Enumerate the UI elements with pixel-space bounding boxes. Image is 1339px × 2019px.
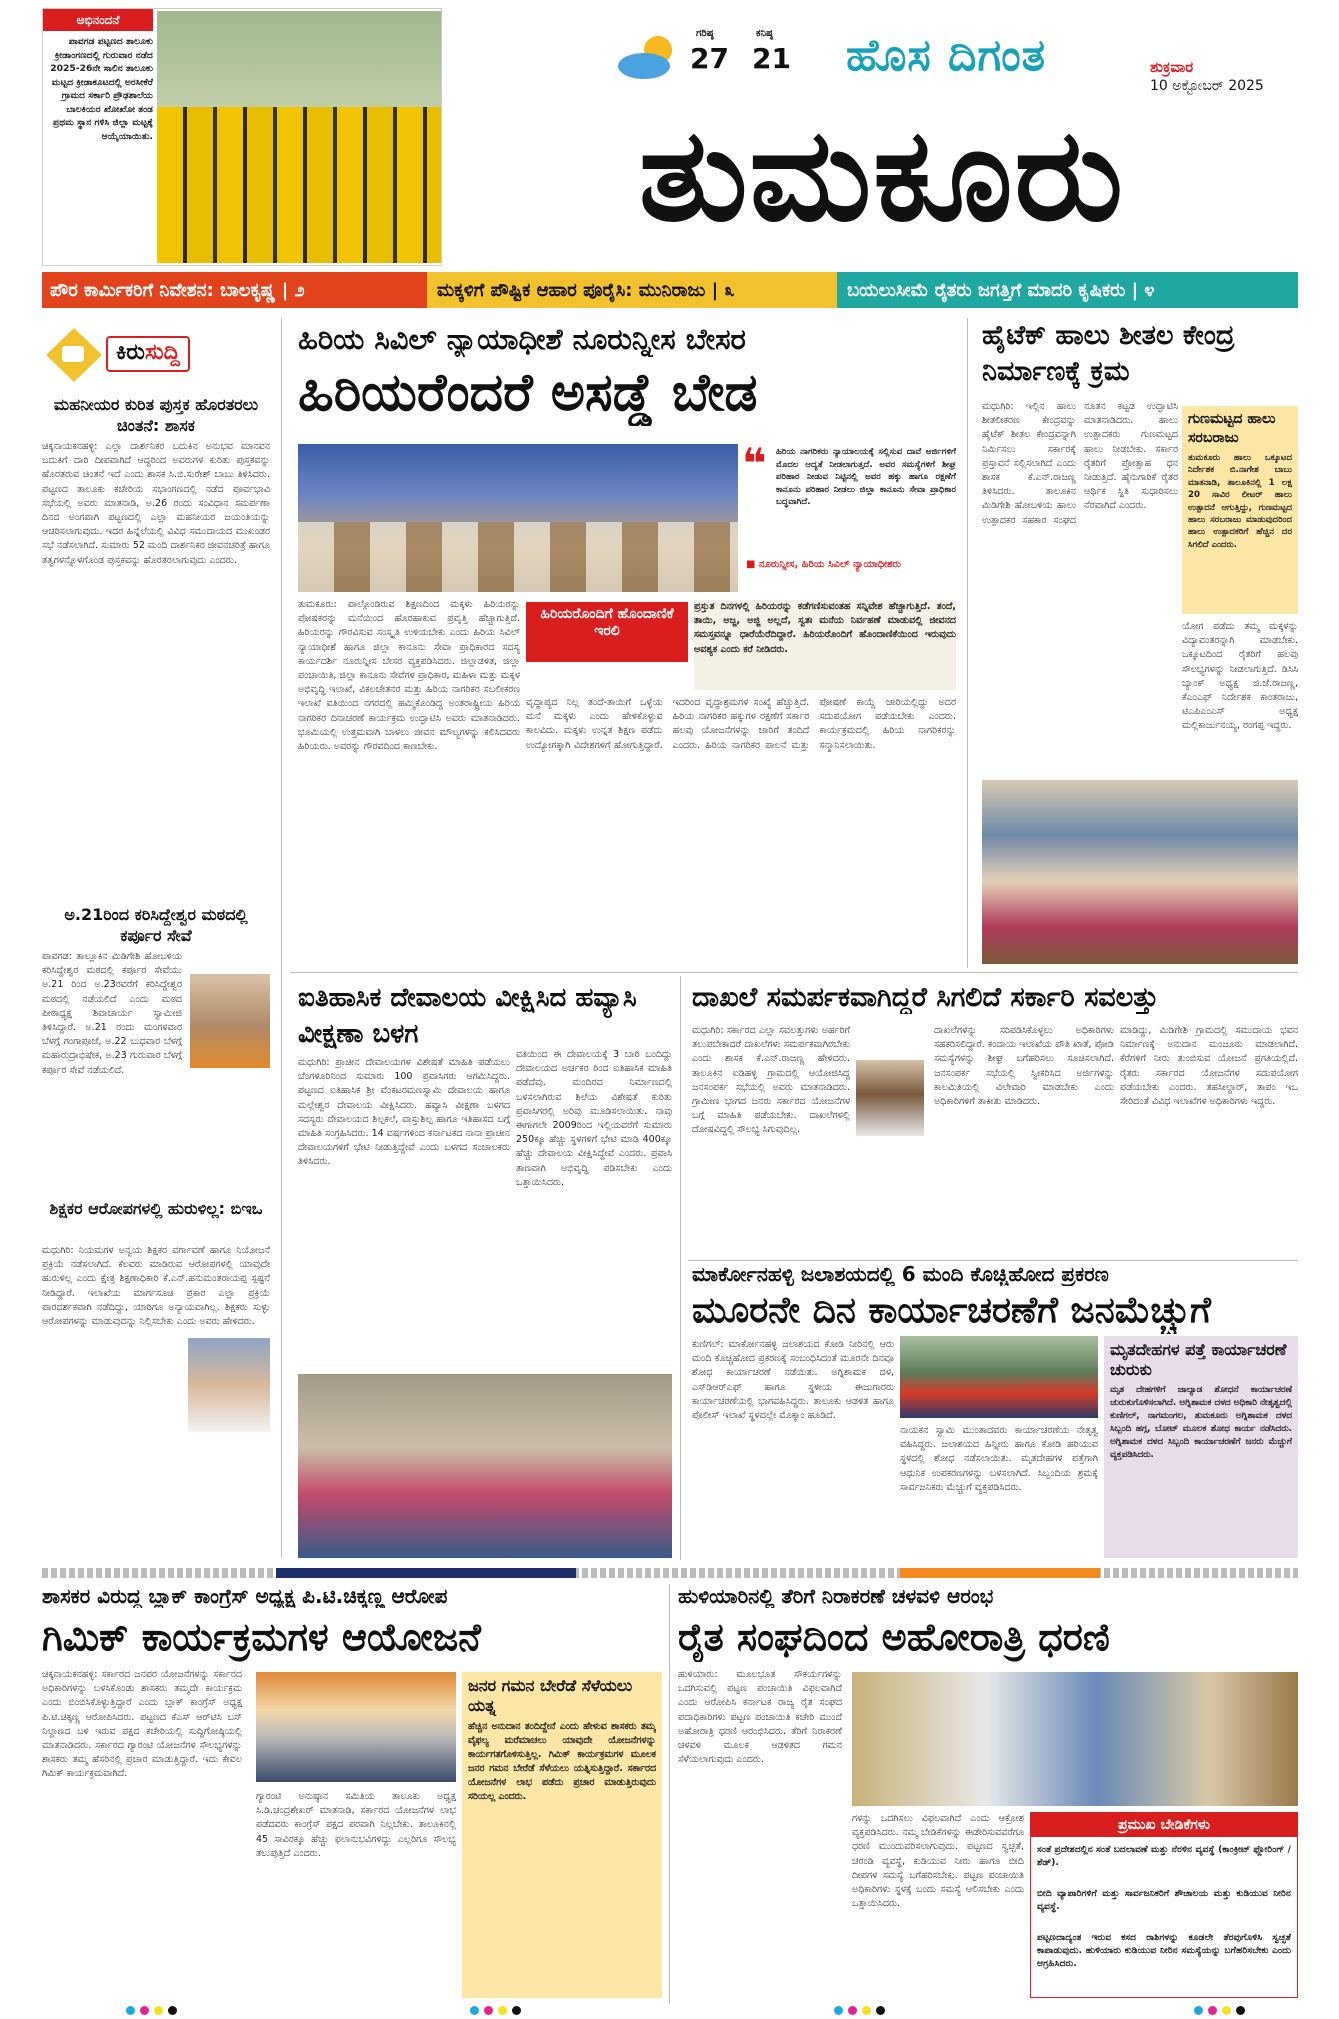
teaser-1[interactable] <box>42 272 427 308</box>
kiru-story-3-cont <box>42 1336 182 1556</box>
mla-photo <box>856 1060 924 1136</box>
farmers-headline: ರೈತ ಸಂಘದಿಂದ ಅಹೋರಾತ್ರಿ ಧರಣಿ <box>678 1615 1110 1659</box>
issue-date: 10 ಅಕ್ಟೋಬರ್ 2025 <box>1150 78 1264 94</box>
bottom-divider <box>669 1584 670 2004</box>
kiru-story-2: ಪಾವಗಡ: ತಾಲ್ಲೂಕಿನ ಮಿಡಿಗೇಶಿ ಹೋಬಳಿಯ ಕರಿಸಿದ್ದೇಶ್ವರ ಮಠದಲ್ಲಿ ಕರ್ಪೂರ ಸೇವೆಯು ಅ.21 ರಿಂದ ಅ.23ರವರೆಗೆ ಕರಿಸಿದ್ದೇಶ್ವರ ಮಠದಲ್ಲಿ ನಡೆಯಲಿದೆ ಎಂದು ಮಠದ ಪೀಠಾಧ್ಯಕ್ಷ ಶಿವಾಚಾರ್ಯ ಸ್ವಾಮೀಜಿ ತಿಳಿಸಿದ್ದಾರೆ. ಅ.21 ರಂದು ಮಂಗಳವಾರ ಬೆಳಗ್ಗೆ ಗಂಗಾಪೂಜೆ, ಅ.22 ಬುಧವಾರ ಬೆಳಗ್ಗೆ ಮಹಾರುದ್ರಾಭಿಷೇಕ, ಅ.23 ಗುರುವಾರ ಬೆಳಗ್ಗೆ ಕರ್ಪೂರ ಸೇವೆ ನಡೆಯಲಿದೆ. <box>42 951 182 1076</box>
congrats-text: ಪಾವಗಡ ಪಟ್ಟಣದ ತಾಲೂಕು ಕ್ರೀಡಾಂಗಣದಲ್ಲಿ ಗುರುವಾರ ನಡೆದ 2025-26ನೇ ಸಾಲಿನ ತಾಲೂಕು ಮಟ್ಟದ ಕ್ರೀಡಾಕೂಟದಲ್ಲಿ ಅರಸೀಕೆರೆ ಗ್ರಾಮದ ಸರ್ಕಾರಿ ಪ್ರೌಢಶಾಲೆಯ ಬಾಲಕಿಯರ ಖೋಖೋ ತಂಡ ಪ್ರಥಮ ಸ್ಥಾನ ಗಳಿಸಿ ಜಿಲ್ಲಾ ಮಟ್ಟಕ್ಕೆ ಆಯ್ಕೆಯಾಯಿತು. <box>50 36 153 142</box>
milk-body-1: ಮಧುಗಿರಿ: ಇಲ್ಲಿನ ಹಾಲು ಶೀತಲೀಕರಣ ಕೇಂದ್ರವನ್ನು ಹೈಟೆಕ್ ಶೀತಲ ಕೇಂದ್ರವನ್ನಾಗಿ ನಿರ್ಮಿಸಲು ಸರ್ಕಾರಕ್ಕೆ ಪ್ರಸ್ತಾವನೆ ಸಲ್ಲಿಸಲಾಗಿದೆ ಎಂದು ಶಾಸಕ ಕೆ.ಎನ್.ರಾಜಣ್ಣ ತಿಳಿಸಿದರು. ತಾಲೂಕಿನ ಮಿಡಿಗೇಶಿ ಹೋಬಳಿಯ ಹಾಲು ಉತ್ಪಾದಕರ ಸಹಕಾರ ಸಂಘದ ನೂತನ ಕಟ್ಟಡ ಉದ್ಘಾಟಿಸಿ ಮಾತನಾಡಿದರು. ಹಾಲು ಉತ್ಪಾದಕರು ಗುಣಮಟ್ಟದ ಹಾಲು ನೀಡಬೇಕು. ಸರ್ಕಾರ ರೈತರಿಗೆ ಪ್ರೋತ್ಸಾಹ ಧನ ನೀಡುತ್ತಿದೆ. ಹೈನುಗಾರಿಕೆ ರೈತರ ಆರ್ಥಿಕ ಸ್ಥಿತಿ ಸುಧಾರಿಸಲು ನೆರವಾಗಿದೆ ಎಂದರು. <box>982 401 1178 526</box>
lead-quote-by: ■ ನೂರುನ್ನೀಸ, ಹಿರಿಯ ಸಿವಿಲ್ ನ್ಯಾಯಾಧೀಶರು <box>746 559 902 570</box>
farmers-photo <box>852 1672 1298 1806</box>
teaser-bar <box>42 272 1298 308</box>
separator-bar <box>42 1568 1298 1578</box>
lead-quote: ಹಿರಿಯ ನಾಗರಿಕರು ನ್ಯಾಯಾಲಯಕ್ಕೆ ಸಲ್ಲಿಸುವ ದಾವೆ ಅರ್ಜಿಗಳಿಗೆ ಮೊದಲ ಆದ್ಯತೆ ನೀಡಲಾಗುತ್ತದೆ. ಅವರ ಸಮಸ್ಯೆಗಳಿಗೆ ಶೀಘ್ರ ಪರಿಹಾರ ನೀಡುವ ನಿಟ್ಟಿನಲ್ಲಿ ಅವರ ಹಕ್ಕು ಹಾಗೂ ರಕ್ಷಣೆಗೆ ಕಾನೂನು ಪರಿಹಾರ ನೀಡಲು ಜಿಲ್ಲಾ ಕಾನೂನು ಸೇವಾ ಪ್ರಾಧಿಕಾರ ಬದ್ಧವಾಗಿದೆ. <box>776 447 956 508</box>
section-rule-2 <box>688 1260 1298 1261</box>
beo-photo <box>188 1338 270 1432</box>
gimmick-sidebox <box>462 1672 662 1998</box>
demand-1: ಸಂತೆ ಪ್ರದೇಶದಲ್ಲಿನ ಸಂತೆ ಬದಲಾವಣೆ ಮತ್ತು ನೆರಳಿನ ವ್ಯವಸ್ಥೆ (ಕಾಂಕ್ರೀಟ್ ಫ್ಲೋರಿಂಗ್ /ಶೆಡ್). <box>1037 1844 1291 1868</box>
congrats-photo <box>157 11 441 263</box>
registration-dots-4 <box>1194 2006 1245 2015</box>
lead-kicker: ಹಿರಿಯ ಸಿವಿಲ್ ನ್ಯಾಯಾಧೀಶೆ ನೂರುನ್ನೀಸ ಬೇಸರ <box>298 322 746 356</box>
kiru-story-3: ಮಧುಗಿರಿ: ನಿಯಮಗಳ ಅನ್ವಯ ಶಿಕ್ಷಕರ ವರ್ಗಾವಣೆ ಹಾಗೂ ನಿಯೋಜನೆ ಪ್ರಕ್ರಿಯೆ ನಡೆಸಲಾಗಿದೆ. ಕೆಲವರು ಮಾಡಿರುವ ಆರೋಪಗಳಲ್ಲಿ ಯಾವುದೇ ಹುರುಳಿಲ್ಲ ಎಂದು ಕ್ಷೇತ್ರ ಶಿಕ್ಷಣಾಧಿಕಾರಿ ಕೆ.ಎನ್.ಹನುಮಂತರಾಯಪ್ಪ ಸ್ಪಷ್ಟನೆ ನೀಡಿದ್ದಾರೆ. ಇಲಾಖೆಯ ಮಾರ್ಗಸೂಚಿ ಪ್ರಕಾರ ಎಲ್ಲಾ ಪ್ರಕ್ರಿಯೆ ಪಾರದರ್ಶಕವಾಗಿ ನಡೆದಿದ್ದು, ಯಾರಿಗೂ ಅನ್ಯಾಯವಾಗಿಲ್ಲ. ಶಿಕ್ಷಕರು ಸುಳ್ಳು ಆರೋಪಗಳನ್ನು ಮಾಡುವುದನ್ನು ನಿಲ್ಲಿಸಬೇಕು ಎಂದು ಅವರು ಹೇಳಿದರು. <box>42 1245 270 1328</box>
weather-max: 27 <box>690 42 729 75</box>
milk-sidebox <box>1182 406 1298 614</box>
kiru-suddi-column <box>42 318 274 1558</box>
paper-logo: ಹೊಸ ದಿಗಂತ <box>846 30 1047 81</box>
demand-2: ಬೀದಿ ವ್ಯಾಪಾರಿಗಳಿಗೆ ಮತ್ತು ಸಾರ್ವಜನಿಕರಿಗೆ ಶೌಚಾಲಯ ಮತ್ತು ಕುಡಿಯುವ ನೀರಿನ ವ್ಯವಸ್ಥೆ. <box>1037 1888 1291 1912</box>
kiru-badge-label <box>106 336 190 372</box>
lake-body-1: ಕುಣಿಗಲ್: ಮಾರ್ಕೋನಹಳ್ಳಿ ಜಲಾಶಯದ ಕೋಡಿ ನೀರಿನಲ್ಲಿ ಆರು ಮಂದಿ ಕೊಚ್ಚಿಹೋದ ಪ್ರಕರಣಕ್ಕೆ ಸಂಬಂಧಿಸಿದಂತೆ ಮೂರನೇ ದಿನವೂ ಶೋಧ ಕಾರ್ಯಾಚರಣೆ ನಡೆಯಿತು. ಅಗ್ನಿಶಾಮಕ ದಳ, ಎಸ್‌ಡಿಆರ್‌ಎಫ್ ಹಾಗೂ ಸ್ಥಳೀಯ ಈಜುಗಾರರು ಕಾರ್ಯಾಚರಣೆಯಲ್ಲಿ ಭಾಗವಹಿಸಿದ್ದರು. ತಾಲೂಕು ಆಡಳಿತ ಹಾಗೂ ಪೊಲೀಸ್ ಇಲಾಖೆ ಸ್ಥಳದಲ್ಲೇ ಮೊಕ್ಕಾಂ ಹೂಡಿದೆ. <box>692 1339 894 1422</box>
registration-dots-1 <box>126 2006 177 2015</box>
temple-headline: ಐತಿಹಾಸಿಕ ದೇವಾಲಯ ವೀಕ್ಷಿಸಿದ ಹವ್ಯಾಸಿ ವೀಕ್ಷಣಾ ಬಳಗ <box>298 983 637 1049</box>
gimmick-photo <box>256 1672 456 1782</box>
lead-quote-box <box>742 439 956 592</box>
lake-kicker: ಮಾರ್ಕೋನಹಳ್ಳಿ ಜಲಾಶಯದಲ್ಲಿ 6 ಮಂದಿ ಕೊಚ್ಚಿಹೋದ ಪ್ರಕರಣ <box>692 1262 1109 1286</box>
govt-body-1: ಮಧುಗಿರಿ: ಸರ್ಕಾರದ ಎಲ್ಲಾ ಸವಲತ್ತುಗಳು ಅರ್ಹರಿಗೆ ತಲುಪಬೇಕಾದರೆ ದಾಖಲೆಗಳು ಸಮರ್ಪಕವಾಗಿರಬೇಕು ಎಂದು ಶಾಸಕ ಕೆ.ಎನ್.ರಾಜಣ್ಣ ಹೇಳಿದರು. ತಾಲೂಕಿನ ಐಡಿಹಳ್ಳಿ ಗ್ರಾಮದಲ್ಲಿ ಆಯೋಜಿಸಿದ್ದ ಜನಸಂಪರ್ಕ ಸಭೆಯಲ್ಲಿ ಅವರು ಮಾತನಾಡಿದರು. ಗ್ರಾಮೀಣ ಭಾಗದ ಜನರು ಸರ್ಕಾರದ ಯೋಜನೆಗಳ ಬಗ್ಗೆ ಮಾಹಿತಿ ಪಡೆಯಬೇಕು. ದಾಖಲೆಗಳಲ್ಲಿ ದೋಷವಿದ್ದಲ್ಲಿ ಸೌಲಭ್ಯ ಸಿಗುವುದಿಲ್ಲ. <box>692 1025 850 1136</box>
demands-title: ಪ್ರಮುಖ ಬೇಡಿಕೆಗಳು <box>1031 1813 1297 1837</box>
lead-photo <box>298 444 738 592</box>
separator-accent-navy <box>276 1568 576 1578</box>
lead-sidebox <box>526 602 688 662</box>
temple-body-2: ವತಿಯಿಂದ ಈ ದೇವಾಲಯಕ್ಕೆ 3 ಬಾರಿ ಬಂದಿದ್ದು ದೇವಾಲಯದ ಅರ್ಚಕರ ರಿಂದ ಐತಿಹಾಸಿಕ ಮಾಹಿತಿ ಪಡೆದೆವು. ಮಂದಿರದ ನಿರ್ಮಾಣದಲ್ಲಿ ಬಳಸಲಾಗಿರುವ ಶಿಲೆಯ ವಿಶೇಷತೆ ಕುರಿತು ಪ್ರವಾಸಿಗರಲ್ಲಿ ಅರಿವು ಮೂಡಿಸಲಾಯಿತು. ನಾವು ಈಗಾಗಲೇ 2009ರಿಂದ ಇಲ್ಲಿಯವರೆಗೆ ಸುಮಾರು 250ಕ್ಕೂ ಹೆಚ್ಚು ಸ್ಥಳಗಳಿಗೆ ಭೇಟಿ ಮಾಡಿ 400ಕ್ಕೂ ಹೆಚ್ಚು ದೇವಾಲಯ ವೀಕ್ಷಿಸಿದ್ದೇವೆ ಎಂದರು. ಪ್ರವಾಸಿ ತಾಣವಾಗಿ ಅಭಿವೃದ್ಧಿ ಪಡಿಸಬೇಕು ಎಂದು ಒತ್ತಾಯಿಸಿದರು. <box>516 1049 672 1188</box>
govt-body-2: ದಾಖಲೆಗಳನ್ನು ಸರಿಪಡಿಸಿಕೊಳ್ಳಲು ಅಧಿಕಾರಿಗಳು ಸಹಕರಿಸಲಿದ್ದಾರೆ. ಕಂದಾಯ ಇಲಾಖೆಯ ಪೌತಿ ಖಾತೆ, ಪೋಡಿ ಸಮಸ್ಯೆಗಳನ್ನು ಶೀಘ್ರ ಬಗೆಹರಿಸಲು ಸೂಚಿಸಲಾಗಿದೆ. ಜನಸಂಪರ್ಕ ಸಭೆಯಲ್ಲಿ ಸ್ವೀಕರಿಸಿದ ಅರ್ಜಿಗಳನ್ನು ಕಾಲಮಿತಿಯಲ್ಲಿ ವಿಲೇವಾರಿ ಮಾಡಬೇಕು ಎಂದು ಅಧಿಕಾರಿಗಳಿಗೆ ತಾಕೀತು ಮಾಡಿದರು. <box>934 1025 1114 1108</box>
teaser-1-page: | ೨ <box>281 279 305 301</box>
lead-body-1: ತುಮಕೂರು: ಪಾಲ್ಗೊಂಡಿರುವ ಶಿಕ್ಷಣದಿಂದ ಮಕ್ಕಳು ಹಿರಿಯರನ್ನು ಪೋಷಕರನ್ನು ಮನೆಯಿಂದ ಹೊರಹಾಕುವ ಪ್ರವೃತ್ತಿ ಹೆಚ್ಚಾಗುತ್ತಿದೆ. ಹಿರಿಯರನ್ನು ಗೌರವಿಸುವ ಸಂಸ್ಕೃತಿ ಉಳಿಯಬೇಕು ಎಂದು ಹಿರಿಯ ಸಿವಿಲ್ ನ್ಯಾಯಾಧೀಶೆ ಹಾಗೂ ಜಿಲ್ಲಾ ಕಾನೂನು ಸೇವಾ ಪ್ರಾಧಿಕಾರದ ಸದಸ್ಯ ಕಾರ್ಯದರ್ಶಿ ನೂರುನ್ನೀಸ ಬೇಸರ ವ್ಯಕ್ತಪಡಿಸಿದರು. ಜಿಲ್ಲಾಡಳಿತ, ಜಿಲ್ಲಾ ಪಂಚಾಯಿತಿ, ಜಿಲ್ಲಾ ಕಾನೂನು ಸೇವೆಗಳ ಪ್ರಾಧಿಕಾರ, ಮಹಿಳಾ ಮತ್ತು ಮಕ್ಕಳ ಅಭಿವೃದ್ಧಿ ಇಲಾಖೆ, ವಿಕಲಚೇತನರ ಮತ್ತು ಹಿರಿಯ ನಾಗರಿಕರ ಸಬಲೀಕರಣ ಇಲಾಖೆ ವತಿಯಿಂದ ನಗರದಲ್ಲಿ ಹಮ್ಮಿಕೊಂಡಿದ್ದ ಅಂತರಾಷ್ಟ್ರೀಯ ಹಿರಿಯ ನಾಗರಿಕರ ದಿನಾಚರಣೆ ಕಾರ್ಯಕ್ರಮ ಉದ್ಘಾಟಿಸಿ ಅವರು ಮಾತನಾಡಿದರು. ಭೂಮಿಯಲ್ಲಿ ಉತ್ತಮವಾಗಿ ಬಾಳಲು ಜೀವನ ಮೌಲ್ಯಗಳನ್ನು ಕಲಿಸಿದವರು ಹಿರಿಯರು. ಅವರನ್ನು ಗೌರವದಿಂದ ಕಾಣಬೇಕು. <box>298 599 520 753</box>
section-rule-1 <box>290 972 1298 973</box>
congrats-tag: ಅಭಿನಂದನೆ <box>43 9 153 31</box>
kiru-headline-2: ಅ.21ರಿಂದ ಕರಿಸಿದ್ದೇಶ್ವರ ಮಠದಲ್ಲಿ ಕರ್ಪೂರ ಸೇವೆ <box>64 905 248 945</box>
gimmick-kicker: ಶಾಸಕರ ವಿರುದ್ಧ ಬ್ಲಾಕ್ ಕಾಂಗ್ರೆಸ್ ಅಧ್ಯಕ್ಷ ಪಿ.ಟಿ.ಚಿಕ್ಕಣ್ಣ ಆರೋಪ <box>42 1584 448 1608</box>
milk-body-2: ಯೋಗ ಪಡೆದು ತಮ್ಮ ಮಕ್ಕಳನ್ನು ವಿದ್ಯಾವಂತರನ್ನಾಗಿ ಮಾಡಬೇಕು. ಒಕ್ಕೂಟದಿಂದ ರೈತರಿಗೆ ಹಲವು ಸೌಲಭ್ಯಗಳನ್ನು ನೀಡಲಾಗುತ್ತಿದೆ. ಡಿಸಿಸಿ ಬ್ಯಾಂಕ್ ಅಧ್ಯಕ್ಷ ಜಿ.ಜೆ.ರಾಜಣ್ಣ, ಕೆಎಂಎಫ್ ನಿರ್ದೇಶಕ ಕಾಂತರಾಜು, ಟಿಎಪಿಎಂಎಸ್ ಅಧ್ಯಕ್ಷ ಮಲ್ಲಿಕಾರ್ಜುನಯ್ಯ, ರಂಗಪ್ಪ ಇದ್ದರು. <box>1182 621 1298 732</box>
registration-dots-2 <box>470 2006 521 2015</box>
lead-divider <box>967 318 968 968</box>
lead-sidebox-title: ಹಿರಿಯರೊಂದಿಗೆ ಹೊಂದಾಣಿಕೆ ಇರಲಿ <box>540 606 674 639</box>
farmers-body-1: ಹುಳಿಯಾರು: ಮೂಲಭೂತ ಸೌಕರ್ಯಗಳನ್ನು ಒದಗಿಸುವಲ್ಲಿ ಪಟ್ಟಣ ಪಂಚಾಯಿತಿ ವಿಫಲವಾಗಿದೆ ಎಂದು ಆರೋಪಿಸಿ ಕರ್ನಾಟಕ ರಾಜ್ಯ ರೈತ ಸಂಘದ ಪದಾಧಿಕಾರಿಗಳು ಪಟ್ಟಣ ಪಂಚಾಯಿತಿ ಕಚೇರಿ ಮುಂದೆ ಅಹೋರಾತ್ರಿ ಧರಣಿ ಆರಂಭಿಸಿದರು. ತೆರಿಗೆ ನಿರಾಕರಣೆ ಚಳವಳಿ ಮೂಲಕ ಆಡಳಿತದ ಗಮನ ಸೆಳೆಯಲಾಗುವುದು ಎಂದರು. <box>678 1669 842 1766</box>
govt-headline: ದಾಖಲೆ ಸಮರ್ಪಕವಾಗಿದ್ದರೆ ಸಿಗಲಿದೆ ಸರ್ಕಾರಿ ಸವಲತ್ತು <box>692 982 1159 1013</box>
lead-body-2: ವೃದ್ಧಾಪ್ಯದ ನಿಲ್ಲ ತಂದೆ-ತಾಯಿಗೆ ಒಳ್ಳೆಯ ಮನೆ ಮಕ್ಕಳು ಎಂದು ಹೇಳಿಕೊಳ್ಳುವ ಕಾಲವಿದು. ಮಕ್ಕಳು ಉನ್ನತ ಶಿಕ್ಷಣ ಪಡೆದು ಉದ್ಯೋಗಕ್ಕಾಗಿ ವಿದೇಶಗಳಿಗೆ ಹೋಗುತ್ತಿದ್ದಾರೆ. ಇದರಿಂದ ವೃದ್ಧಾಶ್ರಮಗಳ ಸಂಖ್ಯೆ ಹೆಚ್ಚುತ್ತಿದೆ. ಹಿರಿಯ ನಾಗರಿಕರ ಹಕ್ಕುಗಳ ರಕ್ಷಣೆಗೆ ಸರ್ಕಾರ ಹಲವು ಯೋಜನೆಗಳನ್ನು ಜಾರಿಗೆ ತಂದಿದೆ ಎಂದರು. ಹಿರಿಯ ನಾಗರಿಕರ ಪಾಲನೆ ಮತ್ತು ಪೋಷಣೆ ಕಾಯ್ದೆ ಜಾರಿಯಲ್ಲಿದ್ದು ಅದರ ಸದುಪಯೋಗ ಪಡೆಯಬೇಕು ಎಂದರು. ಕಾರ್ಯಕ್ರಮದಲ್ಲಿ ಹಿರಿಯ ನಾಗರಿಕರನ್ನು ಸನ್ಮಾನಿಸಲಾಯಿತು. <box>526 697 956 751</box>
temple-photo <box>298 1374 672 1558</box>
kiru-story-1: ಚಿಕ್ಕನಾಯಕನಹಳ್ಳಿ: ಎಲ್ಲಾ ದಾರ್ಶನಿಕರ ಬದುಕಿನ ಅನುಭವ ಮಾನವನ ಬದುಕಿಗೆ ದಾರಿ ದೀಪವಾಗಿದೆ ಆದ್ದರಿಂದ ಅವರುಗಳ ಕುರಿತು ಪುಸ್ತಕವನ್ನು ಹೊರತರುವ ಚಿಂತನೆ ಇದೆ ಎಂದು ಶಾಸಕ ಸಿ.ಬಿ.ಸುರೇಶ್ ಬಾಬು ತಿಳಿಸಿದರು. ಪಟ್ಟಣದ ತಾಲೂಕು ಕಚೇರಿಯ ಸಭಾಂಗಣದಲ್ಲಿ ನಡೆದ ಪೂರ್ವಭಾವಿ ಸಭೆಯಲ್ಲಿ ಅವರು ಮಾತನಾಡಿ, ಅ.26 ರಂದು ಸಂವಿಧಾನ ಸಮರ್ಪಣಾ ದಿನದ ಅಂಗವಾಗಿ ಪಟ್ಟಣದಲ್ಲಿ ಎಲ್ಲಾ ಮಹನೀಯರ ಜಯಂತಿಯನ್ನು ಆಚರಿಸಲಾಗುವುದು. ಇದರ ಹಿನ್ನೆಲೆಯಲ್ಲಿ ವಿವಿಧ ಸಮುದಾಯದ ಮುಖಂಡರ ಸಭೆ ನಡೆಸಲಾಗಿದೆ. ಸುಮಾರು 52 ಮಂದಿ ದಾರ್ಶನಿಕರ ಜೀವನಚರಿತ್ರೆ ಹಾಗೂ ತತ್ವಗಳನ್ನೊಳಗೊಂಡ ಪುಸ್ತಕವನ್ನು ಹೊರತರಲಾಗುವುದು ಎಂದರು. <box>42 441 270 566</box>
lake-sidebox <box>1104 1336 1298 1558</box>
congrats-box <box>42 8 442 266</box>
govt-body-3: ಮಾಡಿದ್ದು, ಮಿಡಿಗೇಶಿ ಗ್ರಾಮದಲ್ಲಿ ಸಮುದಾಯ ಭವನ ನಿರ್ಮಾಣಕ್ಕೆ ಅನುದಾನ ಮಂಜೂರು ಮಾಡಲಾಗಿದೆ. ಕೆರೆಗಳಿಗೆ ನೀರು ತುಂಬಿಸುವ ಯೋಜನೆ ಪ್ರಗತಿಯಲ್ಲಿದೆ. ರೈತರು ಸರ್ಕಾರದ ಯೋಜನೆಗಳ ಸದುಪಯೋಗ ಪಡೆಯಬೇಕು ಎಂದರು. ತಹಸೀಲ್ದಾರ್, ತಾಪಂ ಇಒ ಸೇರಿದಂತೆ ವಿವಿಧ ಇಲಾಖೆಗಳ ಅಧಿಕಾರಿಗಳು ಇದ್ದರು. <box>1120 1025 1298 1108</box>
teaser-1-text: ಪೌರ ಕಾರ್ಮಿಕರಿಗೆ ನಿವೇಶನ: ಬಾಲಕೃಷ್ಣ <box>50 279 276 301</box>
kiru-headline-1: ಮಹನೀಯರ ಕುರಿತ ಪುಸ್ತಕ ಹೊರತರಲು ಚಿಂತನೆ: ಶಾಸಕ <box>53 395 259 435</box>
lake-body-2: ನಾಯಕನ ಸ್ವಾಮಿ ಮುಂತಾದವರು ಕಾರ್ಯಾಚರಣೆಯ ನೇತೃತ್ವ ವಹಿಸಿದ್ದರು. ಜಲಾಶಯದ ಹಿನ್ನೀರು ಹಾಗೂ ಕೋಡಿ ಹರಿಯುವ ಸ್ಥಳದಲ್ಲಿ ಶೋಧ ನಡೆಸಲಾಯಿತು. ಮೃತದೇಹಗಳ ಪತ್ತೆಗಾಗಿ ಆಧುನಿಕ ಉಪಕರಣಗಳನ್ನು ಬಳಸಲಾಗಿದೆ. ಸಿಬ್ಬಂದಿಯ ಶ್ರಮಕ್ಕೆ ಸಾರ್ವಜನಿಕರು ಮೆಚ್ಚುಗೆ ವ್ಯಕ್ತಪಡಿಸಿದರು. <box>900 1425 1098 1493</box>
lake-headline: ಮೂರನೇ ದಿನ ಕಾರ್ಯಾಚರಣೆಗೆ ಜನಮೆಚ್ಚುಗೆ <box>692 1290 1211 1331</box>
weather-max-label: ಗರಿಷ್ಠ <box>696 28 714 39</box>
registration-dots-3 <box>834 2006 885 2015</box>
gimmick-body-2: ಗ್ಯಾರಂಟಿ ಅನುಷ್ಠಾನ ಸಮಿತಿಯ ತಾಲೂಕು ಅಧ್ಯಕ್ಷ ಸಿ.ಡಿ.ಚಂದ್ರಶೇಖರ್ ಮಾತನಾಡಿ, ಸರ್ಕಾರದ ಯೋಜನೆಗಳ ಲಾಭ ಪಡೆದವರು ಕಾಂಗ್ರೆಸ್ ಪಕ್ಷದ ಪರವಾಗಿ ನಿಲ್ಲಬೇಕು. ತಾಲೂಕಿನಲ್ಲಿ 45 ಸಾವಿರಕ್ಕೂ ಹೆಚ್ಚು ಫಲಾನುಭವಿಗಳಿದ್ದು ಎಲ್ಲರಿಗೂ ಸೌಲಭ್ಯ ತಲುಪುತ್ತಿದೆ ಎಂದರು. <box>256 1791 456 1859</box>
teaser-2[interactable] <box>427 272 837 308</box>
hand-pointer-icon <box>42 326 106 384</box>
gimmick-headline: ಗಿಮಿಕ್ ಕಾರ್ಯಕ್ರಮಗಳ ಆಯೋಜನೆ <box>42 1615 481 1659</box>
lead-sidebox-text: ಪ್ರಸ್ತುತ ದಿನಗಳಲ್ಲಿ ಹಿರಿಯರನ್ನು ಕಡೆಗಣಿಸುವಂತಹ ಸನ್ನಿವೇಶ ಹೆಚ್ಚಾಗುತ್ತಿದೆ. ತಂದೆ, ತಾಯಿ, ಅಜ್ಜ, ಅಜ್ಜಿ ಅಲ್ಲದೆ, ಸ್ವತಃ ಮನೆಯ ನಿರ್ವಹಣೆ ಮಾಡುವಲ್ಲಿ ಜೀವನದ ಸಮಸ್ತವನ್ನೂ ಧಾರೆಯೆರೆದಿದ್ದಾರೆ. ಹಿರಿಯರೊಂದಿಗೆ ಹೊಂದಾಣಿಕೆಯಿಂದ ಇರುವುದು ಅವಶ್ಯಕ ಎಂದು ಕರೆ ನೀಡಿದರು. <box>694 600 956 690</box>
kiru-headline-3: ಶಿಕ್ಷಕರ ಆರೋಪಗಳಲ್ಲಿ ಹುರುಳಿಲ್ಲ: ಬಿಇಒ <box>49 1199 263 1218</box>
issue-day: ಶುಕ್ರವಾರ <box>1150 58 1194 76</box>
lead-headline: ಹಿರಿಯರೆಂದರೆ ಅಸಡ್ಡೆ ಬೇಡ <box>298 363 758 423</box>
weather-min-label: ಕನಿಷ್ಠ <box>756 28 773 39</box>
milk-photo <box>982 780 1298 964</box>
quote-icon: ❝ <box>742 439 767 488</box>
kiru-label-b: ಸುದ್ದಿ <box>144 340 180 365</box>
lake-sidebox-text: ಮೃತ ದೇಹಗಳಿಗೆ ಜಾಲ್ಯಾಡ ಶೋಧನೆ ಕಾರ್ಯಾಚರಣೆ ಚುರುಕುಗೊಳಿಸಲಾಗಿದೆ. ಅಗ್ನಿಶಾಮಕ ದಳದ ಅಧಿಕಾರಿ ನೇತೃತ್ವದಲ್ಲಿ ಕುಣಿಗಲ್, ನಾಗಮಂಗಲ, ತುಮಕೂರು ಅಗ್ನಿಶಾಮಕ ದಳದ ಸಿಬ್ಬಂದಿ ಹಗ್ಗ, ಬೋಟ್ ಮೂಲಕ ಶೋಧ ಕಾರ್ಯ ನಡೆಸಿದರು. ಅಗ್ನಿಶಾಮಕ ದಳದ ಸಿಬ್ಬಂದಿ ಕಾರ್ಯಾಚರಣೆಗೆ ಜನರು ಮೆಚ್ಚುಗೆ ವ್ಯಕ್ತಪಡಿಸಿದರು. <box>1110 1385 1292 1460</box>
weather-widget <box>614 20 804 88</box>
teaser-3-page: | ೪ <box>1131 279 1155 301</box>
lake-photo <box>900 1336 1098 1418</box>
farmers-body-2: ಗಳನ್ನು ಒದಗಿಸಲು ವಿಫಲವಾಗಿದೆ ಎಂದು ಆಕ್ರೋಶ ವ್ಯಕ್ತಪಡಿಸಿದರು. ನಮ್ಮ ಬೇಡಿಕೆಗಳನ್ನು ಈಡೇರಿಸುವವರೆಗೂ ಧರಣಿ ಮುಂದುವರಿಸಲಾಗುವುದು. ಪಟ್ಟಣದ ಸ್ವಚ್ಛತೆ, ಚರಂಡಿ ವ್ಯವಸ್ಥೆ, ಕುಡಿಯುವ ನೀರು ಹಾಗೂ ಬೀದಿ ದೀಪಗಳ ಸಮಸ್ಯೆ ಬಗೆಹರಿಸಬೇಕು. ಪಟ್ಟಣ ಪಂಚಾಯಿತಿ ಅಧಿಕಾರಿಗಳು ಸ್ಥಳಕ್ಕೆ ಬಂದು ಸಮಸ್ಯೆ ಆಲಿಸಬೇಕು ಎಂದು ಒತ್ತಾಯಿಸಿದರು. <box>852 1813 1024 1910</box>
milk-headline: ಹೈಟೆಕ್ ಹಾಲು ಶೀತಲ ಕೇಂದ್ರ ನಿರ್ಮಾಣಕ್ಕೆ ಕ್ರಮ <box>982 320 1235 387</box>
priest-photo <box>190 974 270 1068</box>
teaser-3[interactable] <box>837 272 1298 308</box>
milk-sidebox-title: ಗುಣಮಟ್ಟದ ಹಾಲು ಸರಬರಾಜು <box>1188 411 1276 446</box>
temple-body-1: ಮಧುಗಿರಿ: ಪ್ರಾಚೀನ ದೇವಾಲಯಗಳ ವಿಶೇಷತೆ ಮಾಹಿತಿ ಪಡೆಯಲು ಬೆಂಗಳೂರಿನಿಂದ ಸುಮಾರು 100 ಪ್ರವಾಸಿಗರು ಆಗಮಿಸಿದ್ದರು. ಪಟ್ಟಣದ ಐತಿಹಾಸಿಕ ಶ್ರೀ ವೆಂಕಟರಮಣಸ್ವಾಮಿ ದೇವಾಲಯ ಹಾಗೂ ಮಲ್ಲೇಶ್ವರ ದೇವಾಲಯ ವೀಕ್ಷಿಸಿದರು. ಹವ್ಯಾಸಿ ವೀಕ್ಷಣಾ ಬಳಗದ ಸದಸ್ಯರು ದೇವಾಲಯದ ಶಿಲ್ಪಕಲೆ, ವಾಸ್ತುಶಿಲ್ಪ ಹಾಗೂ ಇತಿಹಾಸದ ಬಗ್ಗೆ ಮಾಹಿತಿ ಸಂಗ್ರಹಿಸಿದರು. 14 ವರ್ಷಗಳಿಂದ ಕರ್ನಾಟಕದ ನಾನಾ ಪ್ರಾಚೀನ ದೇವಾಲಯಗಳಿಗೆ ಭೇಟಿ ನೀಡುತ್ತಿದ್ದೇವೆ ಎಂದು ಬಳಗದ ಸಂಚಾಲಕರು ತಿಳಿಸಿದರು. <box>298 1057 510 1168</box>
teaser-2-text: ಮಕ್ಕಳಿಗೆ ಪೌಷ್ಟಿಕ ಆಹಾರ ಪೂರೈಸಿ: ಮುನಿರಾಜು <box>437 279 706 301</box>
weather-min: 21 <box>752 42 791 75</box>
edition-title: ತುಮಕೂರು <box>639 101 1125 250</box>
lake-sidebox-title: ಮೃತದೇಹಗಳ ಪತ್ತೆ ಕಾರ್ಯಾಚರಣೆ ಚುರುಕು <box>1110 1340 1287 1379</box>
separator-accent-orange <box>900 1568 1100 1578</box>
demand-3: ಪಟ್ಟಣದಾದ್ಯಂತ ಇರುವ ಕಸದ ರಾಶಿಗಳನ್ನು ಕೂಡಲೇ ತೆರವುಗೊಳಿಸಿ ಸ್ವಚ್ಛತೆ ಕಾಪಾಡುವುದು. ಹುಳಿಯಾರು ಕುಡಿಯುವ ನೀರಿನ ಸಮಸ್ಯೆಯನ್ನು ಬಗೆಹರಿಸಬೇಕು ಎಂದು ಆಗ್ರಹಿಸಿದರು. <box>1037 1932 1291 1969</box>
temple-divider <box>680 976 681 1560</box>
kiru-badge <box>42 324 272 386</box>
gimmick-sidebox-text: ಹೆಚ್ಚಿನ ಅನುದಾನ ತಂದಿದ್ದೇನೆ ಎಂದು ಹೇಳುವ ಶಾಸಕರು ತಮ್ಮ ವೈಫಲ್ಯ ಮರೆಮಾಚಲು ಯಾವುದೇ ಯೋಜನೆಗಳನ್ನು ಕಾರ್ಯಗತಗೊಳಿಸುತ್ತಿಲ್ಲ. ಗಿಮಿಕ್ ಕಾರ್ಯಕ್ರಮಗಳ ಮೂಲಕ ಜನರ ಗಮನ ಬೇರೆಡೆ ಸೆಳೆಯಲು ಯತ್ನಿಸುತ್ತಿದ್ದಾರೆ. ಸರ್ಕಾರದ ಯೋಜನೆಗಳ ಲಾಭ ಪಡೆದು ಪ್ರಚಾರ ಮಾಡುತ್ತಿರುವುದು ಸರಿಯಲ್ಲ ಎಂದರು. <box>468 1721 656 1802</box>
teaser-2-page: | ೩ <box>711 279 735 301</box>
column-divider-left <box>281 318 282 1558</box>
kiru-label-a: ಕಿರು <box>116 340 145 365</box>
gimmick-sidebox-title: ಜನರ ಗಮನ ಬೇರೆಡೆ ಸೆಳೆಯಲು ಯತ್ನ <box>468 1676 633 1715</box>
demands-box <box>1030 1812 1298 1998</box>
gimmick-body-1: ಚಿಕ್ಕನಾಯಕನಹಳ್ಳಿ: ಸರ್ಕಾರದ ಜನಪರ ಯೋಜನೆಗಳನ್ನು ಸರ್ಕಾರದ ಅಧಿಕಾರಿಗಳನ್ನು ಬಳಸಿಕೊಂಡು ಶಾಸಕರು ತಮ್ಮದೇ ಕಾರ್ಯಕ್ರಮ ಎಂದು ಬಿಂಬಿಸಿಕೊಳ್ಳುತ್ತಿದ್ದಾರೆ ಎಂದು ಬ್ಲಾಕ್ ಕಾಂಗ್ರೆಸ್ ಅಧ್ಯಕ್ಷ ಪಿ.ಟಿ.ಚಿಕ್ಕಣ್ಣ ಆರೋಪಿಸಿದರು. ಪಟ್ಟಣದ ಕೆಎಸ್ ಆರ್‌ಟಿಸಿ ಬಸ್ ನಿಲ್ದಾಣದ ಬಳಿ ಇರುವ ಪಕ್ಷದ ಕಚೇರಿಯಲ್ಲಿ ಸುದ್ದಿಗೋಷ್ಠಿಯಲ್ಲಿ ಮಾತನಾಡಿದರು. ಸರ್ಕಾರದ ಗ್ಯಾರಂಟಿ ಯೋಜನೆಗಳ ಸೌಲಭ್ಯಗಳನ್ನು ಶಾಸಕರು ತಮ್ಮ ಹೆಸರಿನಲ್ಲಿ ಪ್ರಚಾರ ಮಾಡುತ್ತಿದ್ದಾರೆ. ಇದು ಕೇವಲ ಗಿಮಿಕ್ ಕಾರ್ಯಕ್ರಮವಾಗಿದೆ. <box>42 1669 242 1780</box>
farmers-kicker: ಹುಳಿಯಾರಿನಲ್ಲಿ ತೆರಿಗೆ ನಿರಾಕರಣೆ ಚಳವಳಿ ಆರಂಭ <box>678 1584 994 1608</box>
milk-sidebox-text: ತುಮಕೂರು ಹಾಲು ಒಕ್ಕೂಟದ ನಿರ್ದೇಶಕ ಬಿ.ನಾಗೇಶ ಬಾಬು ಮಾತನಾಡಿ, ತಾಲೂಕಿನಲ್ಲಿ 1 ಲಕ್ಷ 20 ಸಾವಿರ ಲೀಟರ್ ಹಾಲು ಉತ್ಪಾದನೆ ಆಗುತ್ತಿದ್ದು, ಗುಣಮಟ್ಟದ ಹಾಲು ಸರಬರಾಜು ಮಾಡುವುದರಿಂದ ಹಾಲು ಉತ್ಪಾದಕರಿಗೆ ಹೆಚ್ಚಿನ ದರ ಸಿಗಲಿದೆ ಎಂದರು. <box>1188 453 1292 550</box>
teaser-3-text: ಬಯಲುಸೀಮೆ ರೈತರು ಜಗತ್ತಿಗೆ ಮಾದರಿ ಕೃಷಿಕರು <box>847 279 1126 301</box>
cloud-sun-icon <box>614 28 686 84</box>
